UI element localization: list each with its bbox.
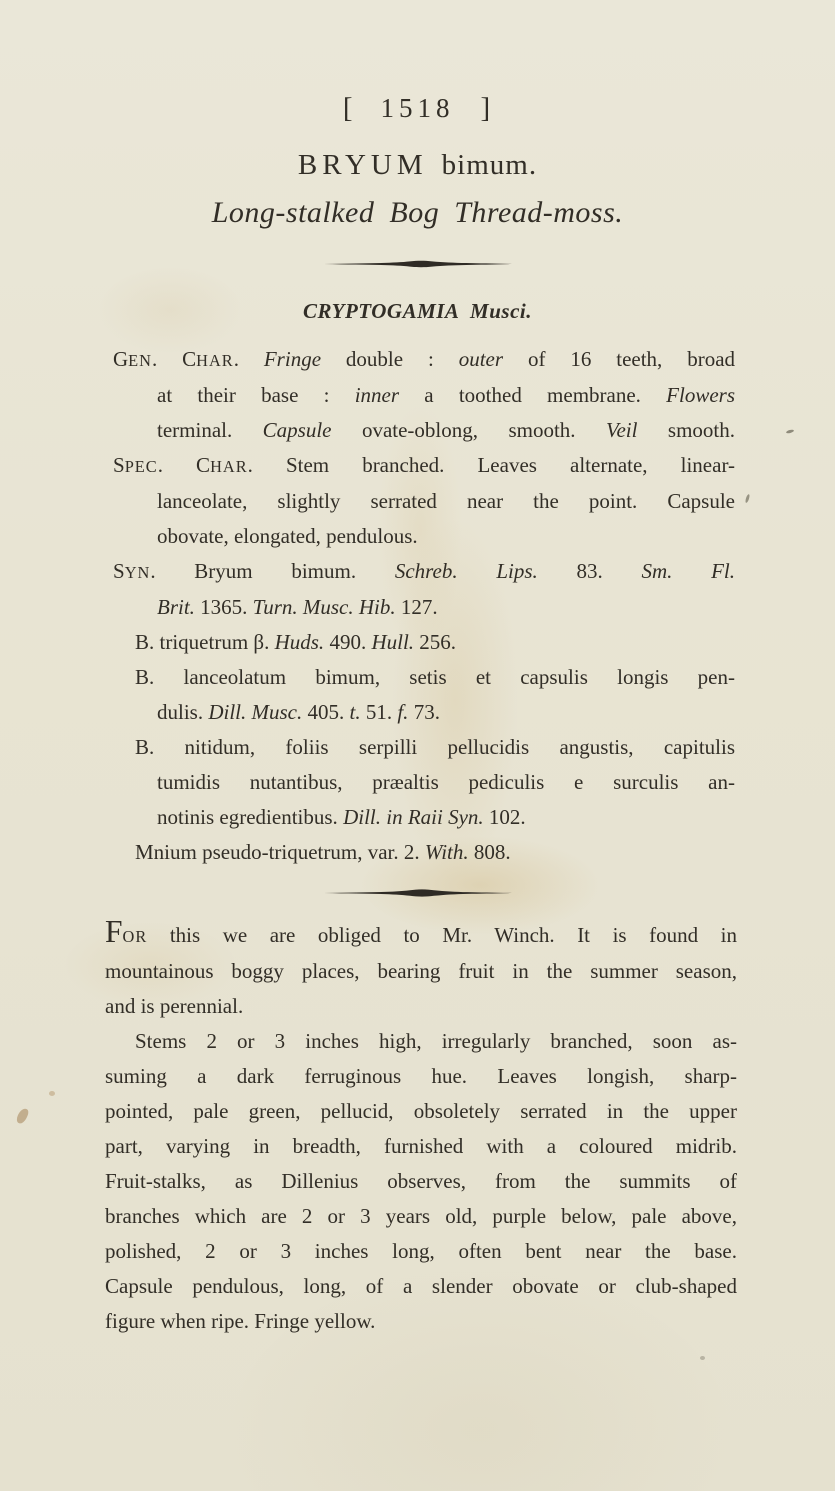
text-segment: . — [233, 347, 264, 371]
text-segment: ovate-oblong, smooth. — [331, 418, 606, 442]
text-line — [113, 413, 735, 448]
section-divider-top — [322, 257, 514, 275]
text-segment: 127. — [395, 595, 438, 619]
text-segment: 51. — [360, 700, 398, 724]
text-segment: B. triquetrum β. — [135, 630, 275, 654]
stain-speck — [786, 429, 795, 434]
text-segment: 490. — [324, 630, 372, 654]
stain-speck — [49, 1091, 55, 1096]
text-segment: Fringe — [263, 347, 322, 371]
text-segment: . — [151, 347, 183, 371]
stain-speck — [15, 1107, 30, 1125]
text-line — [105, 1234, 737, 1269]
text-segment: f. — [397, 700, 409, 724]
text-segment: Brit. — [157, 595, 195, 619]
text-segment: B. nitidum, foliis serpilli pellucidis angustis, capitulis — [135, 735, 735, 759]
text-segment: 83. — [537, 559, 642, 583]
common-name: Long-stalked Bog Thread-moss. — [211, 196, 624, 229]
text-segment: YN — [124, 563, 151, 582]
text-line — [113, 835, 735, 870]
text-segment: 102. — [483, 805, 526, 829]
text-segment: . — [157, 453, 197, 477]
text-segment: Sm. Fl. — [641, 559, 735, 583]
text-segment: Dill. in Raii Syn. — [343, 805, 484, 829]
text-segment: notinis egredientibus. — [157, 805, 344, 829]
text-line — [105, 1269, 737, 1304]
text-segment: Huds. — [274, 630, 325, 654]
text-line — [105, 1164, 737, 1199]
text-segment: 73. — [408, 700, 440, 724]
text-line — [113, 800, 735, 835]
text-segment: lanceolate, slightly serrated near the point. Capsule — [157, 489, 735, 513]
text-segment: B. lanceolatum bimum, setis et capsulis longis pen- — [135, 665, 735, 689]
text-segment: Mnium pseudo-triquetrum, var. 2. — [135, 840, 425, 864]
text-segment: F — [105, 914, 123, 949]
text-segment: dulis. — [157, 700, 209, 724]
text-line — [105, 1059, 737, 1094]
text-line — [113, 554, 735, 590]
text-segment: a toothed membrane. — [399, 383, 667, 407]
text-segment: C — [182, 347, 197, 371]
text-line — [105, 1094, 737, 1129]
text-segment: S — [113, 453, 125, 477]
text-segment: 405. — [302, 700, 350, 724]
page-number-bracket-open: [ — [342, 92, 355, 124]
page-number-line — [0, 92, 835, 125]
text-segment: and is perennial. — [105, 994, 244, 1018]
page-number: 1518 — [380, 93, 455, 123]
text-line — [113, 765, 735, 800]
text-segment: 1365. — [194, 595, 253, 619]
text-segment: Stems 2 or 3 inches high, irregularly branched, soon as- — [135, 1029, 737, 1053]
text-segment: Schreb. Lips. — [394, 559, 538, 583]
text-segment: S — [113, 559, 125, 583]
stain-speck — [700, 1356, 705, 1360]
text-segment: 808. — [468, 840, 511, 864]
text-segment: outer — [458, 347, 504, 371]
text-segment: Capsule — [262, 418, 332, 442]
text-segment: terminal. — [157, 418, 263, 442]
text-line — [113, 519, 735, 554]
text-line — [105, 989, 737, 1024]
species-epithet: bimum. — [441, 149, 538, 181]
text-segment: Fruit-stalks, as Dillenius observes, from the summits of — [105, 1169, 737, 1193]
text-segment: Turn. Musc. Hib. — [252, 595, 396, 619]
text-segment: pointed, pale green, pellucid, obsoletely serrated in the upper — [105, 1099, 737, 1123]
text-line — [113, 590, 735, 625]
text-line — [105, 1304, 737, 1339]
text-segment: Capsule pendulous, long, of a slender obovate or club-shaped — [105, 1274, 737, 1298]
stain-speck — [745, 494, 751, 503]
text-segment: HAR — [210, 457, 248, 476]
text-segment: of 16 teeth, broad — [503, 347, 736, 371]
text-segment: Veil — [605, 418, 638, 442]
text-line — [113, 378, 735, 413]
text-segment: . Bryum bimum. — [150, 559, 395, 583]
page-number-bracket-close: ] — [480, 92, 493, 124]
text-segment: figure when ripe. Fringe yellow. — [105, 1309, 376, 1333]
text-line — [113, 484, 735, 519]
text-segment: OR — [122, 927, 148, 946]
text-segment: polished, 2 or 3 inches long, often bent near the base. — [105, 1239, 737, 1263]
text-segment: double : — [321, 347, 459, 371]
text-line — [113, 625, 735, 660]
text-segment: mountainous boggy places, bearing fruit in the summer season, — [105, 959, 737, 983]
text-segment: EN — [128, 351, 152, 370]
text-segment: 256. — [414, 630, 457, 654]
text-segment: Dill. Musc. — [208, 700, 303, 724]
text-segment: at their base : — [157, 383, 355, 407]
text-segment: this we are obliged to Mr. Winch. It is found in — [147, 923, 737, 947]
text-segment: obovate, elongated, pendulous. — [157, 524, 418, 548]
taxonomy-entries — [113, 342, 735, 870]
text-segment: . Stem branched. Leaves alternate, linear- — [247, 453, 736, 477]
text-segment: C — [196, 453, 211, 477]
text-segment: t. — [349, 700, 361, 724]
text-segment: Hull. — [371, 630, 415, 654]
text-segment: inner — [354, 383, 400, 407]
text-line — [113, 730, 735, 765]
text-line — [105, 1129, 737, 1164]
text-segment: With. — [424, 840, 469, 864]
text-line — [113, 660, 735, 695]
text-segment: Flowers — [666, 383, 735, 407]
text-segment: HAR — [196, 351, 234, 370]
text-segment: PEC — [124, 457, 158, 476]
text-segment: smooth. — [637, 418, 735, 442]
text-line — [113, 695, 735, 730]
section-divider-middle — [322, 886, 514, 905]
genus-name: BRYUM — [297, 149, 428, 181]
text-line — [105, 1024, 737, 1059]
description-paragraphs — [105, 916, 737, 1339]
text-line — [105, 954, 737, 989]
order-name: Musci. — [470, 299, 532, 323]
text-segment: part, varying in breadth, furnished with a coloured midrib. — [105, 1134, 737, 1158]
text-segment: tumidis nutantibus, præaltis pediculis e surculis an- — [157, 770, 735, 794]
text-line — [105, 916, 737, 954]
species-title — [0, 149, 835, 182]
text-segment: branches which are 2 or 3 years old, purple below, pale above, — [105, 1204, 737, 1228]
text-line — [105, 1199, 737, 1234]
classification-line — [0, 299, 835, 324]
text-line — [113, 448, 735, 484]
text-segment: G — [113, 347, 129, 371]
class-name: CRYPTOGAMIA — [303, 299, 459, 323]
text-segment: suming a dark ferruginous hue. Leaves longish, sharp- — [105, 1064, 737, 1088]
text-line — [113, 342, 735, 378]
